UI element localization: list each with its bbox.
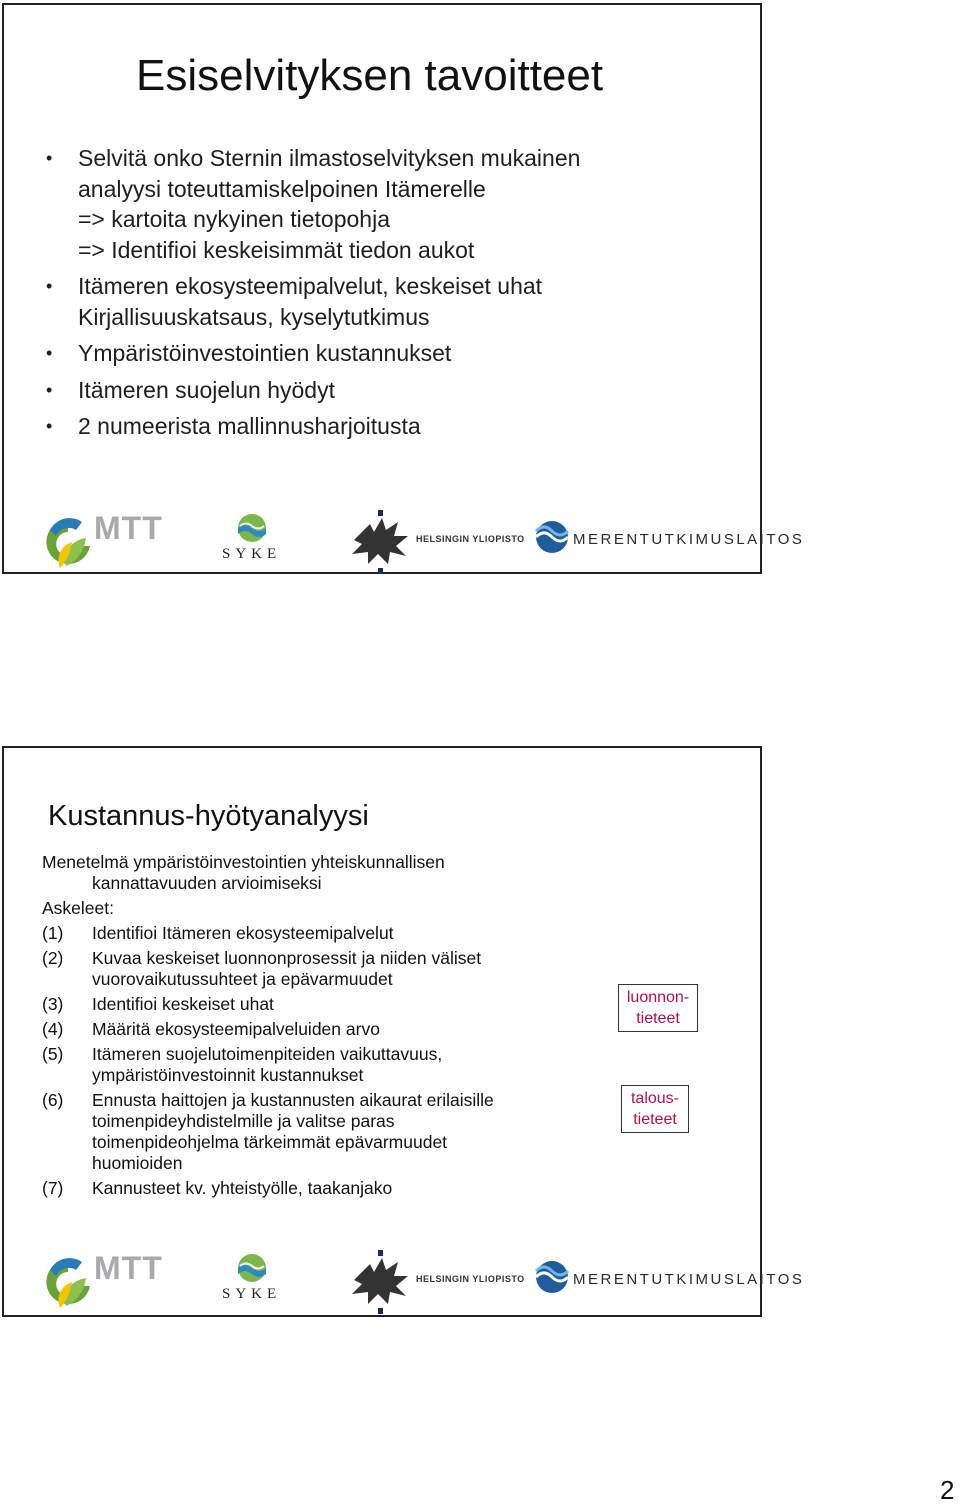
goals-list xyxy=(46,143,580,448)
mtt-logo xyxy=(42,1250,172,1316)
syke-logo-text: SYKE xyxy=(222,1286,282,1302)
step-number: (5) xyxy=(42,1044,64,1064)
step-item xyxy=(42,923,494,944)
method-description xyxy=(42,852,494,1199)
step-number: (1) xyxy=(42,923,64,943)
syke-emblem-icon xyxy=(232,512,272,544)
step-item xyxy=(42,1044,494,1086)
bullet-line: Itämeren suojelun hyödyt xyxy=(78,376,335,403)
tag-line: talous- xyxy=(630,1090,680,1107)
slide-title: Esiselvityksen tavoitteet xyxy=(136,51,604,100)
natural-sciences-tag xyxy=(618,984,698,1032)
merentutkimus-wave-icon xyxy=(535,520,569,554)
bullet-line: Selvitä onko Sternin ilmastoselvityksen mukainen xyxy=(78,145,581,171)
step-number: (3) xyxy=(42,994,64,1014)
partner-logos xyxy=(42,510,805,576)
step-number: (2) xyxy=(42,948,64,968)
step-text: Kannusteet kv. yhteistyölle, taakanjako xyxy=(92,1178,393,1198)
step-item xyxy=(42,1178,494,1199)
syke-emblem-icon xyxy=(232,1252,272,1284)
step-text: huomioiden xyxy=(92,1153,183,1173)
bullet-line: Kirjallisuuskatsaus, kyselytutkimus xyxy=(78,303,430,330)
list-item xyxy=(46,375,580,406)
bullet-line: Ympäristöinvestointien kustannukset xyxy=(78,340,452,366)
step-text: toimenpideohjelma tärkeimmät epävarmuudet xyxy=(92,1132,448,1152)
bullet-icon: • xyxy=(46,343,53,363)
mtt-logo xyxy=(42,510,172,576)
step-item xyxy=(42,994,494,1015)
slide-kustannus-hyotyanalyysi xyxy=(2,746,805,1317)
step-number: (7) xyxy=(42,1178,64,1198)
syke-logo xyxy=(220,510,290,570)
step-text: Määritä ekosysteemipalveluiden arvo xyxy=(92,1019,380,1039)
step-text: vuorovaikutussuhteet ja epävarmuudet xyxy=(92,969,393,989)
bullet-icon: • xyxy=(46,416,53,436)
merentutkimus-logo-text: MERENTUTKIMUSLAITOS xyxy=(573,1271,805,1288)
page-number: 2 xyxy=(940,1475,955,1505)
list-item xyxy=(46,411,580,442)
step-text: Identifioi Itämeren ekosysteemipalvelut xyxy=(92,923,394,943)
list-item xyxy=(46,143,580,265)
helsinki-emblem-icon xyxy=(348,510,412,574)
bullet-icon: • xyxy=(46,148,53,168)
mtt-leaf-icon xyxy=(42,516,94,572)
mtt-leaf-icon xyxy=(42,1256,94,1312)
tag-line: tieteet xyxy=(633,1111,677,1128)
step-item xyxy=(42,1090,494,1174)
bullet-line: 2 numeerista mallinnusharjoitusta xyxy=(78,413,421,439)
bullet-icon: • xyxy=(46,379,53,400)
list-item xyxy=(46,338,580,369)
helsinki-emblem-icon xyxy=(348,1250,412,1314)
syke-logo xyxy=(220,1250,290,1310)
step-item xyxy=(42,1019,494,1040)
tag-line: luonnon- xyxy=(626,989,690,1006)
syke-logo-text: SYKE xyxy=(222,546,282,562)
mtt-logo-text: MTT xyxy=(94,510,163,546)
bullet-line: => Identifioi keskeisimmät tiedon aukot xyxy=(78,236,475,263)
helsinki-logo-text: HELSINGIN YLIOPISTO xyxy=(416,1274,525,1284)
bullet-icon: • xyxy=(46,276,53,296)
helsinki-university-logo xyxy=(348,1250,528,1316)
step-text: Identifioi keskeiset uhat xyxy=(92,994,274,1014)
economics-tag xyxy=(621,1085,689,1133)
step-number: (4) xyxy=(42,1019,64,1039)
tag-line: tieteet xyxy=(636,1010,680,1027)
merentutkimuslaitos-logo xyxy=(535,1250,805,1310)
helsinki-logo-text: HELSINGIN YLIOPISTO xyxy=(416,534,525,544)
step-number: (6) xyxy=(42,1090,64,1110)
list-item xyxy=(46,271,580,332)
bullet-line: => kartoita nykyinen tietopohja xyxy=(78,206,390,232)
helsinki-university-logo xyxy=(348,510,528,576)
merentutkimus-logo-text: MERENTUTKIMUSLAITOS xyxy=(573,531,805,548)
bullet-line: analyysi toteuttamiskelpoinen Itämerelle xyxy=(78,175,486,202)
merentutkimus-wave-icon xyxy=(535,1260,569,1294)
step-text: Itämeren suojelutoimenpiteiden vaikuttavuus, xyxy=(92,1044,443,1064)
merentutkimuslaitos-logo xyxy=(535,510,805,570)
step-text: Kuvaa keskeiset luonnonprosessit ja niiden väliset xyxy=(92,948,482,968)
step-text: Ennusta haittojen ja kustannusten aikaurat erilaisille xyxy=(92,1090,494,1110)
step-text: toimenpideyhdistelmille ja valitse paras xyxy=(92,1111,395,1131)
bullet-line: Itämeren ekosysteemipalvelut, keskeiset uhat xyxy=(78,273,543,299)
partner-logos xyxy=(42,1250,805,1316)
mtt-logo-text: MTT xyxy=(94,1250,163,1286)
step-item xyxy=(42,948,494,990)
slide-esiselvitys xyxy=(2,3,805,574)
slide-title: Kustannus-hyötyanalyysi xyxy=(48,800,369,832)
intro-line: Menetelmä ympäristöinvestointien yhteiskunnallisen xyxy=(42,852,445,872)
steps-label: Askeleet: xyxy=(42,898,114,918)
step-text: ympäristöinvestoinnit kustannukset xyxy=(92,1065,364,1085)
intro-line: kannattavuuden arvioimiseksi xyxy=(92,873,322,893)
